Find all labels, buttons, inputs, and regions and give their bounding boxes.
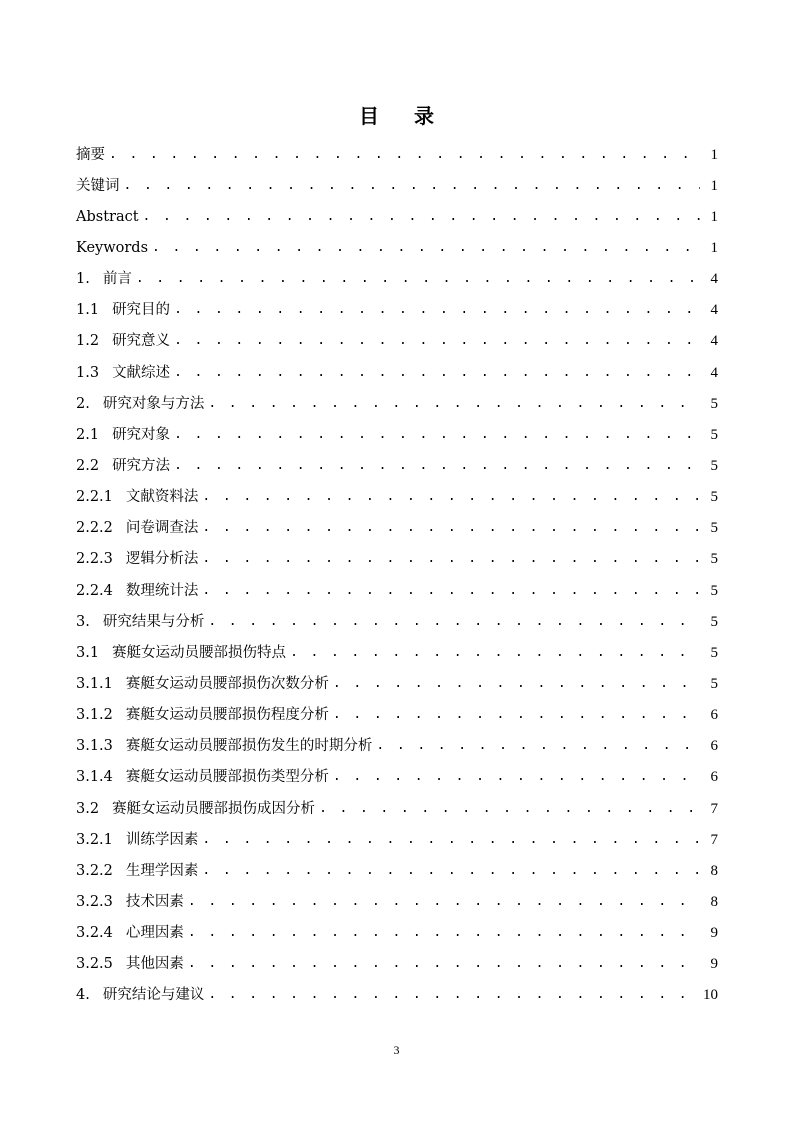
toc-entry-text: 关键词 xyxy=(76,177,120,194)
toc-entry-page: 5 xyxy=(710,551,718,568)
toc-entry-page: 5 xyxy=(710,675,718,692)
toc-entry-label xyxy=(76,331,170,351)
toc-entry-page: 5 xyxy=(710,644,718,661)
toc-entry[interactable] xyxy=(76,855,718,886)
toc-entry-text: Abstract xyxy=(76,208,139,225)
toc-entry-page: 5 xyxy=(710,613,718,630)
toc-entry-page: 5 xyxy=(710,582,718,599)
toc-entry-page: 6 xyxy=(710,738,718,755)
toc-entry-page: 1 xyxy=(710,208,718,225)
toc-entry-label xyxy=(76,269,132,289)
toc-entry[interactable] xyxy=(76,575,718,606)
toc-entry-page: 7 xyxy=(710,831,718,848)
toc-entry-text: 研究对象 xyxy=(112,426,171,443)
toc-entry-label xyxy=(76,487,198,507)
toc-entry-text: 生理学因素 xyxy=(125,862,199,879)
dot-leader xyxy=(124,176,701,196)
toc-entry-label xyxy=(76,145,105,165)
toc-entry-label xyxy=(76,923,184,943)
toc-entry-number: 2.2.4 xyxy=(76,582,113,599)
toc-entry-number: 3.2 xyxy=(76,800,100,817)
toc-entry-label xyxy=(76,643,286,663)
toc-entry-page: 4 xyxy=(710,271,718,288)
toc-entry-number: 3. xyxy=(76,613,90,630)
toc-entry-page: 4 xyxy=(710,364,718,381)
toc-entry[interactable] xyxy=(76,264,718,295)
toc-entry-number: 3.2.4 xyxy=(76,925,113,942)
toc-entry[interactable] xyxy=(76,139,718,170)
dot-leader xyxy=(202,861,700,881)
toc-entry-number: 1. xyxy=(76,271,90,288)
toc-entry-page: 5 xyxy=(710,426,718,443)
dot-leader xyxy=(174,425,700,445)
toc-entry-number: 3.2.1 xyxy=(76,831,113,848)
toc-entry-page: 6 xyxy=(710,707,718,724)
toc-entry-text: 研究目的 xyxy=(112,302,171,319)
toc-entry-number: 2.2.2 xyxy=(76,520,113,537)
toc-entry-label xyxy=(76,612,204,632)
toc-entry[interactable] xyxy=(76,201,718,232)
dot-leader xyxy=(202,549,700,569)
toc-entry[interactable] xyxy=(76,980,718,1011)
dot-leader xyxy=(208,985,699,1005)
dot-leader xyxy=(208,394,700,414)
dot-leader xyxy=(188,954,700,974)
toc-entry-page: 8 xyxy=(710,862,718,879)
toc-entry-page: 9 xyxy=(710,956,718,973)
toc-entry-number: 3.1.3 xyxy=(76,738,113,755)
toc-entry[interactable] xyxy=(76,731,718,762)
toc-entry[interactable] xyxy=(76,637,718,668)
toc-entry-text: 研究意义 xyxy=(112,333,171,350)
toc-entry-page: 1 xyxy=(710,177,718,194)
toc-entry-label xyxy=(76,954,184,974)
toc-entry-text: 赛艇女运动员腰部损伤特点 xyxy=(112,644,287,661)
dot-leader xyxy=(290,643,700,663)
dot-leader xyxy=(143,207,700,227)
toc-entry-label xyxy=(76,363,170,383)
toc-entry-page: 5 xyxy=(710,457,718,474)
dot-leader xyxy=(202,830,700,850)
toc-entry-text: 赛艇女运动员腰部损伤类型分析 xyxy=(125,769,329,786)
toc-title: 目 录 xyxy=(359,104,448,128)
dot-leader xyxy=(333,674,700,694)
toc-entry-label xyxy=(76,861,198,881)
toc-entry-text: 前言 xyxy=(102,271,132,288)
toc-entry-page: 1 xyxy=(710,239,718,256)
toc-entry-number: 1.1 xyxy=(76,302,100,319)
toc-entry-page: 6 xyxy=(710,769,718,786)
toc-entry-label xyxy=(76,176,120,196)
toc-entry-text: 其他因素 xyxy=(125,956,184,973)
toc-entry[interactable] xyxy=(76,824,718,855)
toc-entry[interactable] xyxy=(76,606,718,637)
toc-entry-number: 3.1.4 xyxy=(76,769,113,786)
toc-entry[interactable] xyxy=(76,513,718,544)
toc-entry-page: 10 xyxy=(703,987,718,1004)
toc-entry-text: 研究结论与建议 xyxy=(102,987,205,1004)
toc-entry[interactable] xyxy=(76,170,718,201)
dot-leader xyxy=(319,799,700,819)
dot-leader xyxy=(202,581,700,601)
toc-entry[interactable] xyxy=(76,886,718,917)
dot-leader xyxy=(174,363,700,383)
toc-entry-label xyxy=(76,985,204,1005)
toc-entry[interactable] xyxy=(76,793,718,824)
toc-entry[interactable] xyxy=(76,357,718,388)
toc-entry[interactable] xyxy=(76,450,718,481)
toc-entry-text: 研究方法 xyxy=(112,457,171,474)
toc-entry-text: 问卷调查法 xyxy=(125,520,199,537)
toc-entry-label xyxy=(76,767,329,787)
toc-entry[interactable] xyxy=(76,388,718,419)
toc-entry-text: 文献资料法 xyxy=(125,489,199,506)
toc-entry-text: 文献综述 xyxy=(112,364,171,381)
toc-entry-number: 1.2 xyxy=(76,333,100,350)
dot-leader xyxy=(188,892,700,912)
dot-leader xyxy=(376,736,700,756)
toc-entry-number: 3.1 xyxy=(76,644,100,661)
toc-entry-label xyxy=(76,892,184,912)
toc-entry-text: 赛艇女运动员腰部损伤发生的时期分析 xyxy=(125,738,373,755)
dot-leader xyxy=(109,145,700,165)
dot-leader xyxy=(136,269,700,289)
toc-entry-text: 逻辑分析法 xyxy=(125,551,199,568)
toc-entry-number: 2. xyxy=(76,395,90,412)
dot-leader xyxy=(333,767,700,787)
toc-entry-text: Keywords xyxy=(76,239,149,256)
toc-entry-text: 数理统计法 xyxy=(125,582,199,599)
toc-entry-text: 赛艇女运动员腰部损伤成因分析 xyxy=(112,800,316,817)
toc-entry-number: 3.1.2 xyxy=(76,707,113,724)
toc-entry[interactable] xyxy=(76,762,718,793)
dot-leader xyxy=(152,238,700,258)
toc-entry-number: 2.2.3 xyxy=(76,551,113,568)
toc-entry-number: 2.2.1 xyxy=(76,489,113,506)
toc-entry-page: 7 xyxy=(710,800,718,817)
toc-entry[interactable] xyxy=(76,419,718,450)
toc-entry-number: 3.2.5 xyxy=(76,956,113,973)
toc-entry-page: 4 xyxy=(710,302,718,319)
toc-entry-label xyxy=(76,674,329,694)
toc-entry-number: 3.1.1 xyxy=(76,675,113,692)
dot-leader xyxy=(174,331,700,351)
dot-leader xyxy=(202,518,700,538)
toc-entry-label xyxy=(76,394,204,414)
toc-entry-page: 5 xyxy=(710,520,718,537)
toc-entry-page: 8 xyxy=(710,893,718,910)
toc-entry-label xyxy=(76,518,198,538)
toc-entry-label xyxy=(76,705,329,725)
toc-entry-label xyxy=(76,425,170,445)
toc-entry-number: 4. xyxy=(76,987,90,1004)
dot-leader xyxy=(202,487,700,507)
toc-entry-label xyxy=(76,456,170,476)
dot-leader xyxy=(174,456,700,476)
toc-entry-text: 研究结果与分析 xyxy=(102,613,205,630)
toc-entry-label xyxy=(76,207,139,227)
toc-entry-label xyxy=(76,300,170,320)
dot-leader xyxy=(333,705,700,725)
toc-entry[interactable] xyxy=(76,949,718,980)
toc-entry[interactable] xyxy=(76,918,718,949)
toc-entry-label xyxy=(76,238,148,258)
toc-entry-number: 3.2.3 xyxy=(76,893,113,910)
toc-entry[interactable] xyxy=(76,232,718,263)
toc-entry-page: 9 xyxy=(710,925,718,942)
toc-entry[interactable] xyxy=(76,544,718,575)
dot-leader xyxy=(188,923,700,943)
toc-entry-text: 赛艇女运动员腰部损伤程度分析 xyxy=(125,707,329,724)
toc-entry-number: 2.1 xyxy=(76,426,100,443)
toc-entry-text: 训练学因素 xyxy=(125,831,199,848)
table-of-contents xyxy=(76,139,718,1011)
toc-entry-label xyxy=(76,736,372,756)
toc-entry-text: 技术因素 xyxy=(125,893,184,910)
toc-entry[interactable] xyxy=(76,482,718,513)
toc-entry-label xyxy=(76,799,315,819)
toc-entry[interactable] xyxy=(76,668,718,699)
toc-entry-text: 摘要 xyxy=(76,146,105,163)
dot-leader xyxy=(208,612,700,632)
toc-entry-page: 5 xyxy=(710,395,718,412)
toc-entry-page: 5 xyxy=(710,489,718,506)
toc-entry-text: 心理因素 xyxy=(125,925,184,942)
toc-entry-text: 赛艇女运动员腰部损伤次数分析 xyxy=(125,675,329,692)
page-number: 3 xyxy=(393,1043,400,1057)
toc-entry[interactable] xyxy=(76,700,718,731)
toc-entry[interactable] xyxy=(76,295,718,326)
dot-leader xyxy=(174,300,700,320)
toc-entry-label xyxy=(76,581,198,601)
toc-entry-number: 2.2 xyxy=(76,457,100,474)
toc-entry-page: 4 xyxy=(710,333,718,350)
toc-entry-page: 1 xyxy=(710,146,718,163)
toc-entry-label xyxy=(76,830,198,850)
toc-entry[interactable] xyxy=(76,326,718,357)
toc-entry-number: 1.3 xyxy=(76,364,100,381)
toc-entry-number: 3.2.2 xyxy=(76,862,113,879)
toc-entry-text: 研究对象与方法 xyxy=(102,395,205,412)
toc-entry-label xyxy=(76,549,198,569)
